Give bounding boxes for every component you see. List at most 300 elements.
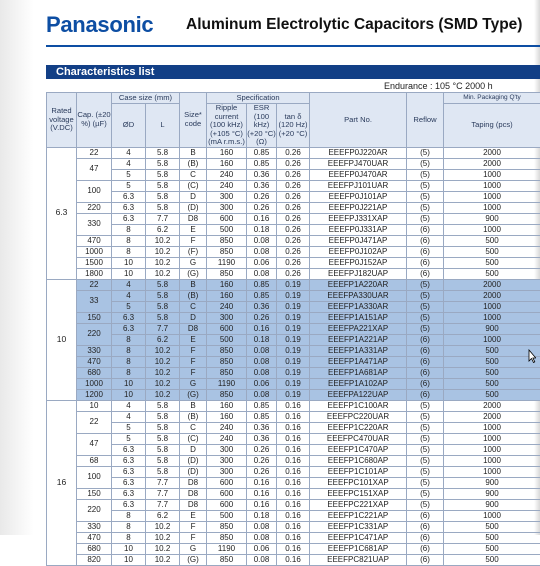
taping-cell: 1000	[444, 444, 540, 455]
reflow-cell: (5)	[407, 323, 444, 334]
reflow-cell: (6)	[407, 268, 444, 279]
esr-cell: 0.26	[247, 191, 277, 202]
part_no-cell: EEEFPJ470UAR	[310, 158, 407, 169]
cap-cell: 220	[77, 202, 112, 213]
size_code-cell: (B)	[180, 290, 207, 301]
part_no-cell: EEEFP0J101AP	[310, 191, 407, 202]
reflow-cell: (5)	[407, 180, 444, 191]
part_no-cell: EEEFP1A330AR	[310, 301, 407, 312]
part_no-cell: EEEFPA221XAP	[310, 323, 407, 334]
l-cell: 5.8	[146, 444, 180, 455]
od-cell: 6.3	[112, 499, 146, 510]
od-cell: 5	[112, 433, 146, 444]
esr-cell: 0.08	[247, 268, 277, 279]
tan-cell: 0.19	[277, 279, 310, 290]
size_code-cell: F	[180, 521, 207, 532]
table-row	[47, 411, 540, 422]
tan-cell: 0.26	[277, 268, 310, 279]
part_no-cell: EEEFP1A102AP	[310, 378, 407, 389]
size_code-cell: C	[180, 422, 207, 433]
reflow-cell: (6)	[407, 543, 444, 554]
esr-cell: 0.08	[247, 554, 277, 565]
l-cell: 10.2	[146, 389, 180, 400]
od-cell: 8	[112, 235, 146, 246]
l-cell: 7.7	[146, 499, 180, 510]
cap-cell: 330	[77, 521, 112, 532]
table-row	[47, 224, 540, 235]
reflow-cell: (6)	[407, 224, 444, 235]
taping-cell: 500	[444, 268, 540, 279]
esr-cell: 0.16	[247, 213, 277, 224]
l-cell: 10.2	[146, 367, 180, 378]
header-rule	[46, 45, 540, 47]
table-row	[47, 532, 540, 543]
tan-cell: 0.16	[277, 433, 310, 444]
tan-cell: 0.16	[277, 466, 310, 477]
ripple-cell: 160	[207, 279, 247, 290]
part_no-cell: EEEFPJ182UAP	[310, 268, 407, 279]
header-specification: Specification	[207, 93, 310, 104]
od-cell: 10	[112, 554, 146, 565]
l-cell: 10.2	[146, 345, 180, 356]
tan-cell: 0.16	[277, 444, 310, 455]
table-row	[47, 180, 540, 191]
table-row	[47, 279, 540, 290]
od-cell: 6.3	[112, 323, 146, 334]
esr-cell: 0.16	[247, 499, 277, 510]
ripple-cell: 850	[207, 521, 247, 532]
ripple-cell: 240	[207, 301, 247, 312]
table-row	[47, 510, 540, 521]
ripple-cell: 300	[207, 466, 247, 477]
esr-cell: 0.08	[247, 532, 277, 543]
cap-cell: 1000	[77, 378, 112, 389]
taping-cell: 2000	[444, 147, 540, 158]
size_code-cell: E	[180, 510, 207, 521]
header-cap: Cap. (±20 %) (µF)	[77, 93, 112, 148]
size_code-cell: (D)	[180, 466, 207, 477]
esr-cell: 0.06	[247, 257, 277, 268]
size_code-cell: F	[180, 235, 207, 246]
od-cell: 5	[112, 301, 146, 312]
part_no-cell: EEEFP1C681AP	[310, 543, 407, 554]
size_code-cell: E	[180, 334, 207, 345]
tan-cell: 0.16	[277, 499, 310, 510]
header-part-no: Part No.	[310, 93, 407, 148]
size_code-cell: D	[180, 444, 207, 455]
reflow-cell: (5)	[407, 301, 444, 312]
esr-cell: 0.16	[247, 477, 277, 488]
l-cell: 5.8	[146, 455, 180, 466]
l-cell: 10.2	[146, 532, 180, 543]
l-cell: 10.2	[146, 554, 180, 565]
reflow-cell: (6)	[407, 367, 444, 378]
part_no-cell: EEEFP1C101AP	[310, 466, 407, 477]
ripple-cell: 300	[207, 191, 247, 202]
od-cell: 5	[112, 169, 146, 180]
header-taping: Taping (pcs)	[444, 104, 540, 148]
od-cell: 4	[112, 411, 146, 422]
taping-cell: 900	[444, 477, 540, 488]
ripple-cell: 600	[207, 477, 247, 488]
reflow-cell: (5)	[407, 499, 444, 510]
taping-cell: 500	[444, 246, 540, 257]
tan-cell: 0.26	[277, 158, 310, 169]
reflow-cell: (5)	[407, 202, 444, 213]
header-esr: ESR (100 kHz) (+20 °C) (Ω)	[247, 104, 277, 148]
size_code-cell: F	[180, 345, 207, 356]
table-row	[47, 213, 540, 224]
esr-cell: 0.85	[247, 400, 277, 411]
taping-cell: 500	[444, 257, 540, 268]
od-cell: 8	[112, 334, 146, 345]
od-cell: 8	[112, 510, 146, 521]
ripple-cell: 240	[207, 169, 247, 180]
tan-cell: 0.19	[277, 301, 310, 312]
taping-cell: 900	[444, 213, 540, 224]
tan-cell: 0.16	[277, 477, 310, 488]
ripple-cell: 300	[207, 312, 247, 323]
cap-cell: 47	[77, 158, 112, 180]
od-cell: 6.3	[112, 477, 146, 488]
taping-cell: 1000	[444, 455, 540, 466]
table-row	[47, 301, 540, 312]
cap-cell: 1500	[77, 257, 112, 268]
od-cell: 10	[112, 268, 146, 279]
reflow-cell: (5)	[407, 455, 444, 466]
taping-cell: 1000	[444, 180, 540, 191]
table-row	[47, 378, 540, 389]
l-cell: 7.7	[146, 213, 180, 224]
ripple-cell: 850	[207, 532, 247, 543]
ripple-cell: 160	[207, 158, 247, 169]
size_code-cell: F	[180, 356, 207, 367]
reflow-cell: (5)	[407, 290, 444, 301]
tan-cell: 0.19	[277, 312, 310, 323]
taping-cell: 500	[444, 345, 540, 356]
part_no-cell: EEEFPC221XAP	[310, 499, 407, 510]
esr-cell: 0.16	[247, 488, 277, 499]
od-cell: 10	[112, 389, 146, 400]
header-tan: tan δ (120 Hz) (+20 °C)	[277, 104, 310, 148]
cap-cell: 470	[77, 235, 112, 246]
l-cell: 5.8	[146, 411, 180, 422]
size_code-cell: (G)	[180, 389, 207, 400]
reflow-cell: (5)	[407, 400, 444, 411]
cap-cell: 47	[77, 433, 112, 455]
tan-cell: 0.19	[277, 334, 310, 345]
l-cell: 10.2	[146, 378, 180, 389]
od-cell: 10	[112, 257, 146, 268]
size_code-cell: F	[180, 532, 207, 543]
tan-cell: 0.19	[277, 367, 310, 378]
cap-cell: 68	[77, 455, 112, 466]
l-cell: 5.8	[146, 147, 180, 158]
table-row	[47, 433, 540, 444]
reflow-cell: (5)	[407, 422, 444, 433]
brand-logo: Panasonic	[46, 12, 153, 38]
table-row	[47, 466, 540, 477]
part_no-cell: EEEFP0J102AP	[310, 246, 407, 257]
tan-cell: 0.16	[277, 510, 310, 521]
table-row	[47, 488, 540, 499]
esr-cell: 0.85	[247, 147, 277, 158]
size_code-cell: D8	[180, 323, 207, 334]
ripple-cell: 240	[207, 433, 247, 444]
taping-cell: 500	[444, 543, 540, 554]
size_code-cell: D	[180, 191, 207, 202]
reflow-cell: (5)	[407, 279, 444, 290]
characteristics-table-wrapper	[46, 92, 540, 566]
part_no-cell: EEEFPC220UAR	[310, 411, 407, 422]
ripple-cell: 600	[207, 213, 247, 224]
part_no-cell: EEEFP1C680AP	[310, 455, 407, 466]
od-cell: 8	[112, 521, 146, 532]
reflow-cell: (5)	[407, 444, 444, 455]
l-cell: 7.7	[146, 488, 180, 499]
ripple-cell: 1190	[207, 378, 247, 389]
part_no-cell: EEEFP1A220AR	[310, 279, 407, 290]
ripple-cell: 160	[207, 411, 247, 422]
reflow-cell: (6)	[407, 356, 444, 367]
cap-cell: 470	[77, 532, 112, 543]
reflow-cell: (5)	[407, 147, 444, 158]
table-row	[47, 477, 540, 488]
cap-cell: 1000	[77, 246, 112, 257]
size_code-cell: D8	[180, 477, 207, 488]
ripple-cell: 850	[207, 356, 247, 367]
document-title: Aluminum Electrolytic Capacitors (SMD Type)	[186, 16, 522, 34]
taping-cell: 1000	[444, 301, 540, 312]
ripple-cell: 850	[207, 367, 247, 378]
od-cell: 6.3	[112, 488, 146, 499]
characteristics-table	[46, 92, 540, 566]
table-row	[47, 521, 540, 532]
cap-cell: 330	[77, 213, 112, 235]
reflow-cell: (6)	[407, 334, 444, 345]
esr-cell: 0.36	[247, 422, 277, 433]
esr-cell: 0.08	[247, 389, 277, 400]
esr-cell: 0.36	[247, 301, 277, 312]
part_no-cell: EEEFP1C220AR	[310, 422, 407, 433]
od-cell: 8	[112, 532, 146, 543]
taping-cell: 500	[444, 367, 540, 378]
header-min-packaging: Min. Packaging Q'ty	[444, 93, 540, 104]
od-cell: 6.3	[112, 213, 146, 224]
l-cell: 5.8	[146, 158, 180, 169]
table-row	[47, 312, 540, 323]
tan-cell: 0.16	[277, 411, 310, 422]
ripple-cell: 500	[207, 510, 247, 521]
taping-cell: 2000	[444, 158, 540, 169]
size_code-cell: (B)	[180, 158, 207, 169]
size_code-cell: (C)	[180, 180, 207, 191]
part_no-cell: EEEFPC470UAR	[310, 433, 407, 444]
od-cell: 8	[112, 367, 146, 378]
table-row	[47, 257, 540, 268]
size_code-cell: (D)	[180, 202, 207, 213]
size_code-cell: G	[180, 543, 207, 554]
reflow-cell: (6)	[407, 378, 444, 389]
cap-cell: 1800	[77, 268, 112, 279]
l-cell: 5.8	[146, 202, 180, 213]
table-row	[47, 345, 540, 356]
ripple-cell: 600	[207, 488, 247, 499]
part_no-cell: EEEFP0J152AP	[310, 257, 407, 268]
rated-voltage-cell: 16	[47, 400, 77, 565]
l-cell: 10.2	[146, 356, 180, 367]
header-reflow: Reflow	[407, 93, 444, 148]
esr-cell: 0.26	[247, 444, 277, 455]
header-case-size: Case size (mm)	[112, 93, 180, 104]
od-cell: 4	[112, 279, 146, 290]
tan-cell: 0.26	[277, 224, 310, 235]
l-cell: 6.2	[146, 510, 180, 521]
taping-cell: 500	[444, 378, 540, 389]
size_code-cell: D8	[180, 499, 207, 510]
part_no-cell: EEEFP1C471AP	[310, 532, 407, 543]
taping-cell: 500	[444, 389, 540, 400]
l-cell: 10.2	[146, 246, 180, 257]
l-cell: 10.2	[146, 235, 180, 246]
part_no-cell: EEEFP1A331AP	[310, 345, 407, 356]
taping-cell: 2000	[444, 411, 540, 422]
esr-cell: 0.08	[247, 246, 277, 257]
table-row	[47, 323, 540, 334]
l-cell: 5.8	[146, 191, 180, 202]
part_no-cell: EEEFPC821UAP	[310, 554, 407, 565]
header-od: ØD	[112, 104, 146, 148]
part_no-cell: EEEFPC151XAP	[310, 488, 407, 499]
od-cell: 6.3	[112, 312, 146, 323]
ripple-cell: 240	[207, 422, 247, 433]
l-cell: 5.8	[146, 279, 180, 290]
cap-cell: 680	[77, 367, 112, 378]
table-row	[47, 191, 540, 202]
tan-cell: 0.26	[277, 213, 310, 224]
part_no-cell: EEEFP1C331AP	[310, 521, 407, 532]
taping-cell: 1000	[444, 202, 540, 213]
reflow-cell: (6)	[407, 235, 444, 246]
cap-cell: 150	[77, 312, 112, 323]
table-row	[47, 554, 540, 565]
cap-cell: 470	[77, 356, 112, 367]
endurance-note: Endurance : 105 °C 2000 h	[384, 81, 493, 91]
page-shadow-left	[0, 0, 34, 535]
esr-cell: 0.06	[247, 378, 277, 389]
od-cell: 5	[112, 422, 146, 433]
part_no-cell: EEEFP1C221AP	[310, 510, 407, 521]
od-cell: 6.3	[112, 202, 146, 213]
taping-cell: 1000	[444, 433, 540, 444]
esr-cell: 0.18	[247, 224, 277, 235]
reflow-cell: (6)	[407, 345, 444, 356]
ripple-cell: 1190	[207, 257, 247, 268]
ripple-cell: 300	[207, 444, 247, 455]
esr-cell: 0.36	[247, 180, 277, 191]
ripple-cell: 850	[207, 554, 247, 565]
esr-cell: 0.36	[247, 433, 277, 444]
esr-cell: 0.85	[247, 411, 277, 422]
table-row	[47, 290, 540, 301]
table-body	[47, 147, 540, 565]
esr-cell: 0.08	[247, 356, 277, 367]
cap-cell: 100	[77, 180, 112, 202]
esr-cell: 0.26	[247, 202, 277, 213]
table-row	[47, 334, 540, 345]
table-row	[47, 356, 540, 367]
od-cell: 6.3	[112, 191, 146, 202]
rated-voltage-cell: 6.3	[47, 147, 77, 279]
esr-cell: 0.08	[247, 235, 277, 246]
rated-voltage-cell: 10	[47, 279, 77, 400]
od-cell: 10	[112, 543, 146, 554]
ripple-cell: 850	[207, 345, 247, 356]
l-cell: 6.2	[146, 224, 180, 235]
tan-cell: 0.16	[277, 422, 310, 433]
ripple-cell: 850	[207, 246, 247, 257]
tan-cell: 0.26	[277, 257, 310, 268]
reflow-cell: (5)	[407, 411, 444, 422]
part_no-cell: EEEFP0J470AR	[310, 169, 407, 180]
part_no-cell: EEEFP1A471AP	[310, 356, 407, 367]
od-cell: 8	[112, 246, 146, 257]
part_no-cell: EEEFP0J220AR	[310, 147, 407, 158]
l-cell: 5.8	[146, 433, 180, 444]
l-cell: 10.2	[146, 257, 180, 268]
cap-cell: 680	[77, 543, 112, 554]
tan-cell: 0.26	[277, 147, 310, 158]
size_code-cell: C	[180, 301, 207, 312]
esr-cell: 0.06	[247, 543, 277, 554]
l-cell: 10.2	[146, 543, 180, 554]
cap-cell: 820	[77, 554, 112, 565]
tan-cell: 0.16	[277, 554, 310, 565]
table-row	[47, 158, 540, 169]
taping-cell: 500	[444, 532, 540, 543]
table-row	[47, 543, 540, 554]
tan-cell: 0.26	[277, 180, 310, 191]
reflow-cell: (6)	[407, 521, 444, 532]
tan-cell: 0.16	[277, 488, 310, 499]
taping-cell: 500	[444, 356, 540, 367]
cap-cell: 22	[77, 147, 112, 158]
taping-cell: 1000	[444, 510, 540, 521]
ripple-cell: 850	[207, 268, 247, 279]
header-rated-voltage: Rated voltage (V.DC)	[47, 93, 77, 148]
size_code-cell: F	[180, 367, 207, 378]
tan-cell: 0.16	[277, 455, 310, 466]
ripple-cell: 160	[207, 290, 247, 301]
esr-cell: 0.85	[247, 279, 277, 290]
od-cell: 4	[112, 290, 146, 301]
tan-cell: 0.26	[277, 191, 310, 202]
l-cell: 5.8	[146, 466, 180, 477]
ripple-cell: 1190	[207, 543, 247, 554]
od-cell: 6.3	[112, 455, 146, 466]
part_no-cell: EEEFP0J221AP	[310, 202, 407, 213]
table-row	[47, 169, 540, 180]
l-cell: 7.7	[146, 477, 180, 488]
ripple-cell: 300	[207, 202, 247, 213]
ripple-cell: 600	[207, 499, 247, 510]
reflow-cell: (6)	[407, 554, 444, 565]
cap-cell: 22	[77, 411, 112, 433]
table-row	[47, 455, 540, 466]
cap-cell: 22	[77, 279, 112, 290]
reflow-cell: (5)	[407, 158, 444, 169]
size_code-cell: (G)	[180, 268, 207, 279]
